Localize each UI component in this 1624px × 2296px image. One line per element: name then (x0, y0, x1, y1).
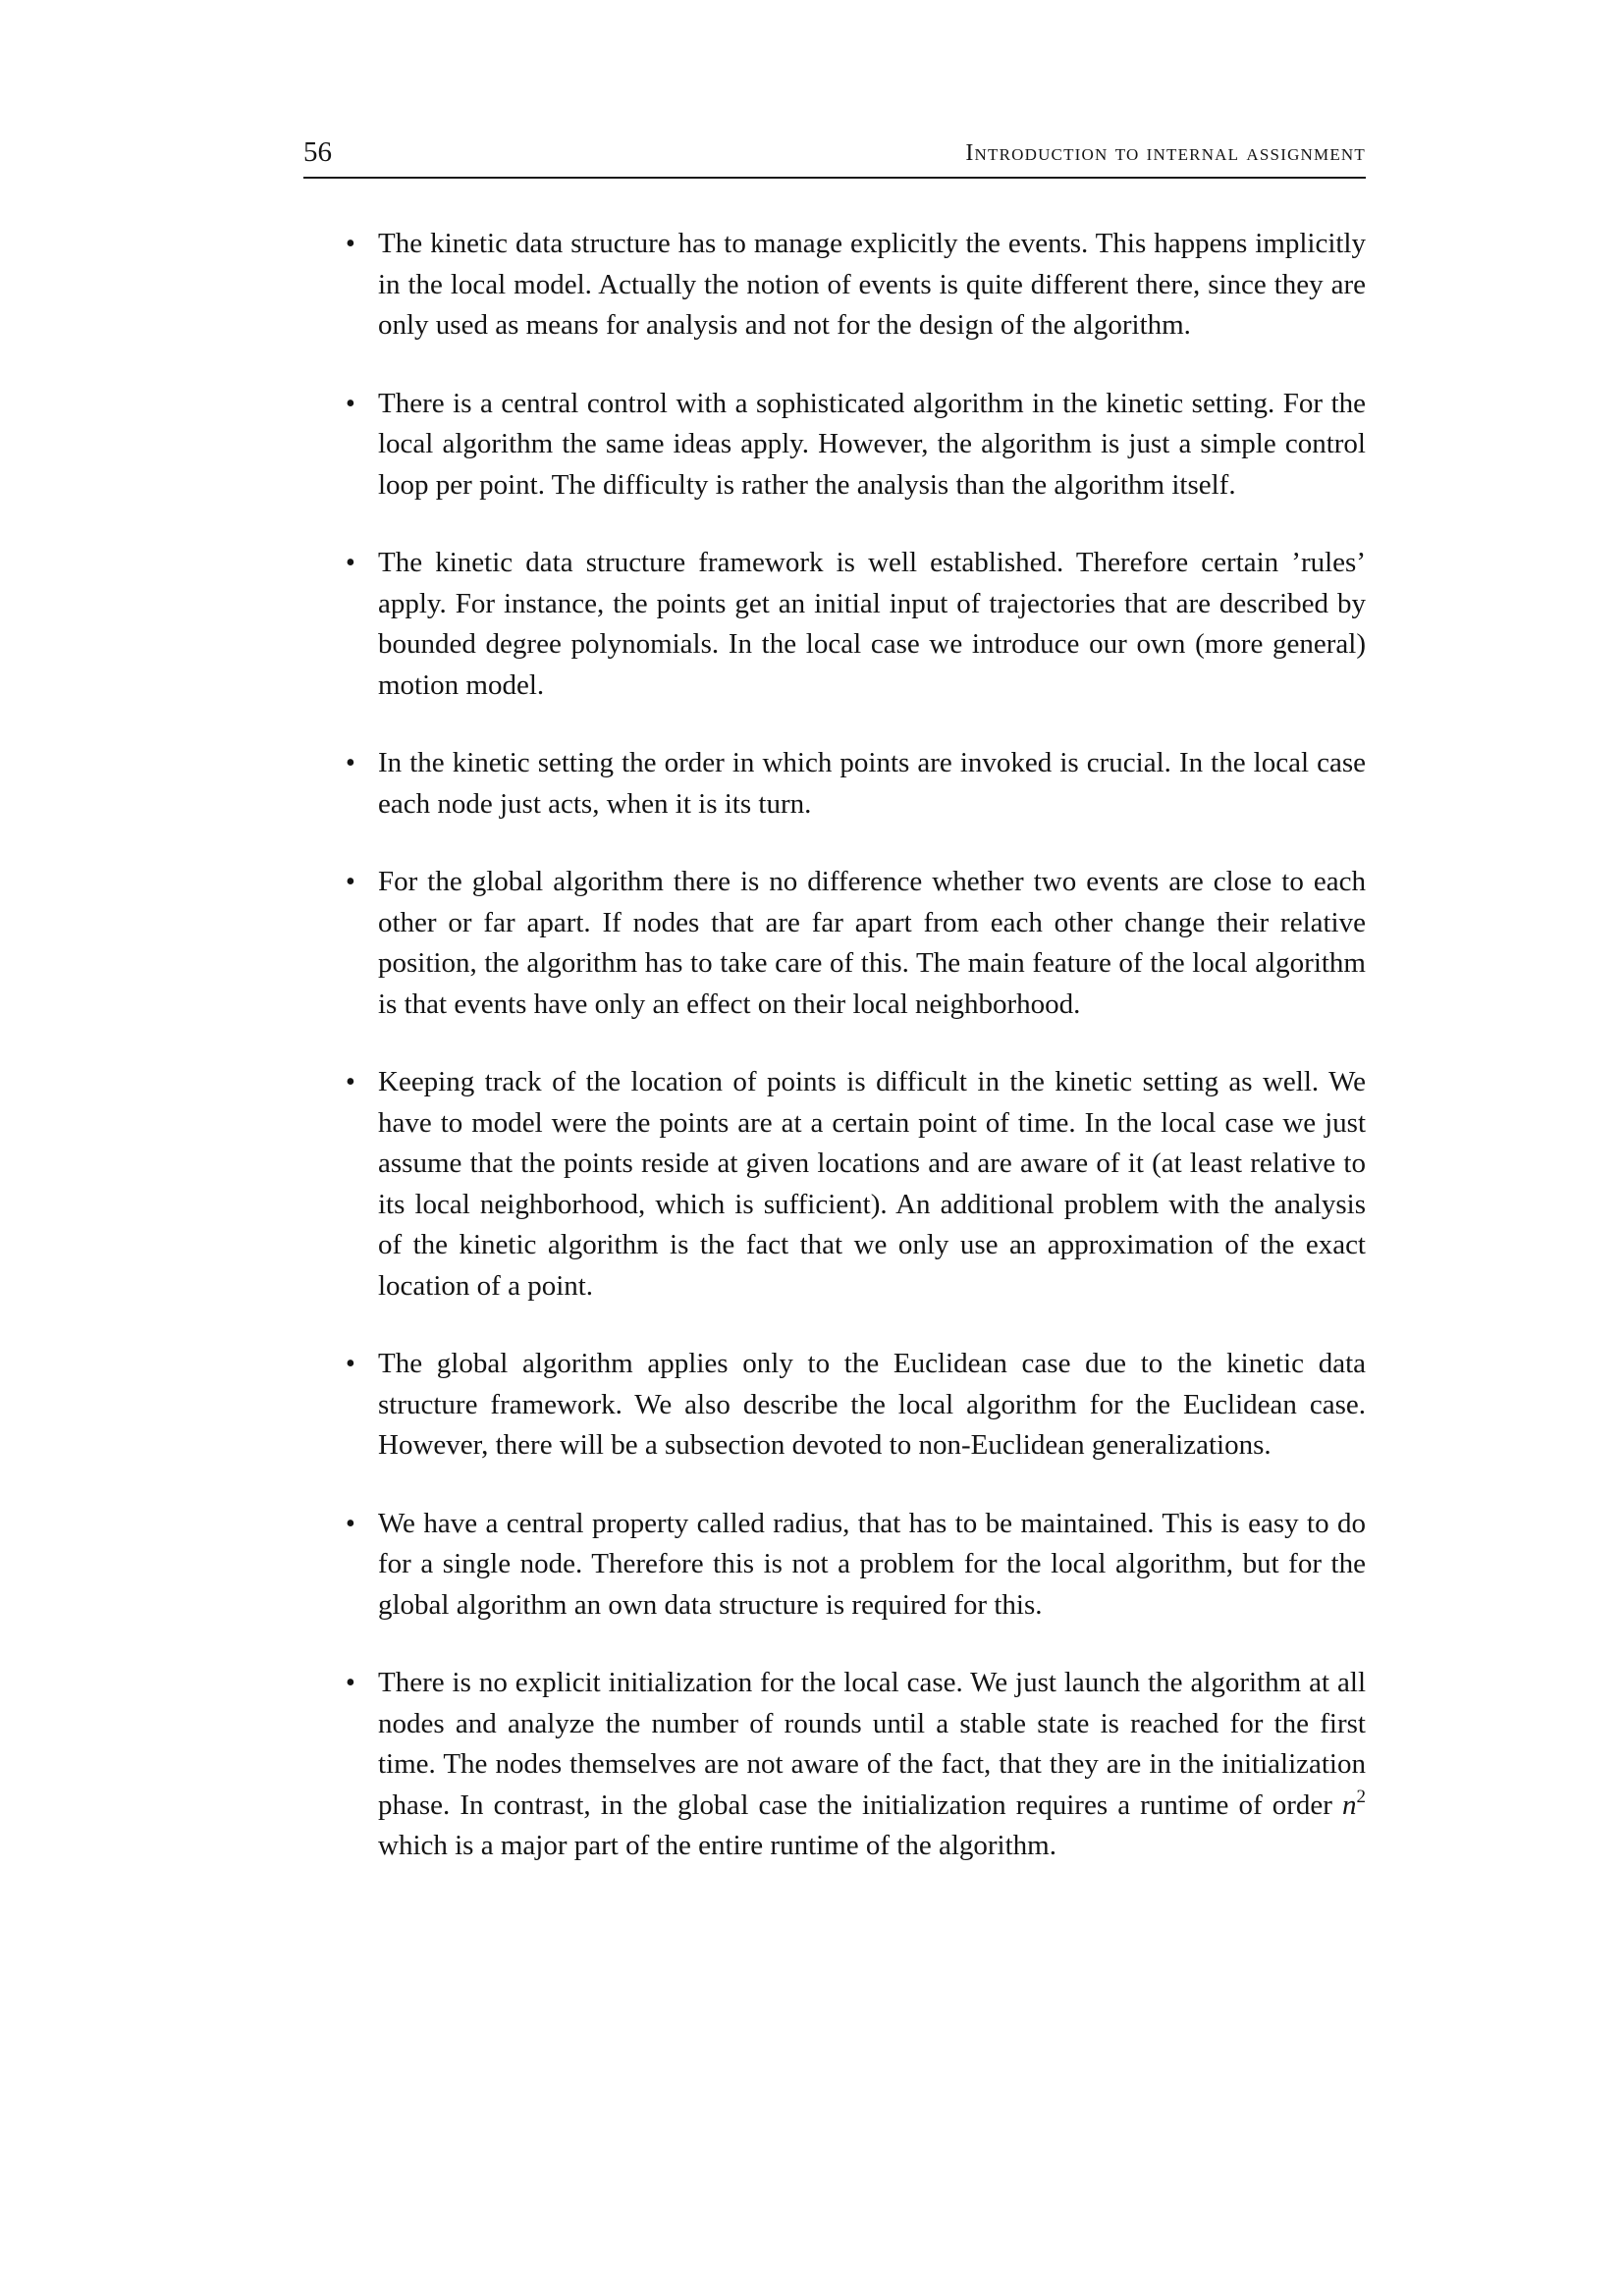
bullet-icon: • (346, 229, 355, 259)
text-segment: There is no explicit initialization for the local case. We just launch the algorithm at all nodes and analyze the number of rounds until a stable state is reached for the first time. The nodes themselves are not aware of the fact, that they are in the initialization phase. In contrast, in the global case the initialization requires a runtime of order (378, 1667, 1366, 1821)
bullet-icon: • (346, 748, 355, 778)
list-item (303, 1344, 1366, 1467)
list-item-text: Keeping track of the location of points is difficult in the kinetic setting as well. We have to model were the points are at a certain point of time. In the local case we just assume that the points reside at given locations and are aware of it (at least relative to its local neighborhood, which is sufficient). An additional problem with the analysis of the kinetic algorithm is the fact that we only use an approximation of the exact location of a point. (378, 1066, 1366, 1302)
list-item-text (378, 1667, 1366, 1861)
list-item-text: The kinetic data structure framework is well established. Therefore certain ’rules’ apply. For instance, the points get an initial input of trajectories that are described by bounded degree polynomials. In the local case we introduce our own (more general) motion model. (378, 547, 1366, 701)
list-item-text: In the kinetic setting the order in which points are invoked is crucial. In the local case each node just acts, when it is its turn. (378, 747, 1366, 820)
bullet-icon: • (346, 867, 355, 897)
text-segment: which is a major part of the entire runtime of the algorithm. (378, 1830, 1056, 1861)
list-item-text: The global algorithm applies only to the Euclidean case due to the kinetic data structure framework. We also describe the local algorithm for the Euclidean case. However, there will be a subsection devoted to non-Euclidean generalizations. (378, 1348, 1366, 1461)
bullet-icon: • (346, 388, 355, 419)
running-title: Introduction to internal assignment (965, 140, 1366, 166)
list-item (303, 384, 1366, 507)
list-item (303, 1663, 1366, 1867)
list-item (303, 224, 1366, 347)
list-item (303, 1504, 1366, 1627)
list-item-text: We have a central property called radius, that has to be maintained. This is easy to do for a single node. Therefore this is not a problem for the local algorithm, but for the global algorithm an own data structure is required for this. (378, 1507, 1366, 1621)
running-header (303, 133, 1366, 179)
bullet-icon: • (346, 1349, 355, 1379)
list-item-text: The kinetic data structure has to manage explicitly the events. This happens implicitly in the local model. Actually the notion of events is quite different there, since they are only used as means for analysis and not for the design of the algorithm. (378, 228, 1366, 341)
list-item-text: There is a central control with a sophisticated algorithm in the kinetic setting. For the local algorithm the same ideas apply. However, the algorithm is just a simple control loop per point. The difficulty is rather the analysis than the algorithm itself. (378, 387, 1366, 501)
bullet-icon: • (346, 1668, 355, 1698)
bullet-icon: • (346, 1508, 355, 1539)
list-item-text: For the global algorithm there is no difference whether two events are close to each other or far apart. If nodes that are far apart from each other change their relative position, the algorithm has to take care of this. The main feature of the local algorithm is that events have only an effect on their local neighborhood. (378, 866, 1366, 1020)
list-item (303, 862, 1366, 1025)
list-item (303, 1062, 1366, 1307)
list-item (303, 543, 1366, 706)
page-number: 56 (303, 136, 332, 168)
bullet-icon: • (346, 548, 355, 578)
list-item (303, 743, 1366, 825)
math-variable: n (1342, 1789, 1357, 1821)
comparison-bullet-list (303, 224, 1366, 1904)
bullet-icon: • (346, 1067, 355, 1097)
math-exponent: 2 (1356, 1786, 1366, 1807)
